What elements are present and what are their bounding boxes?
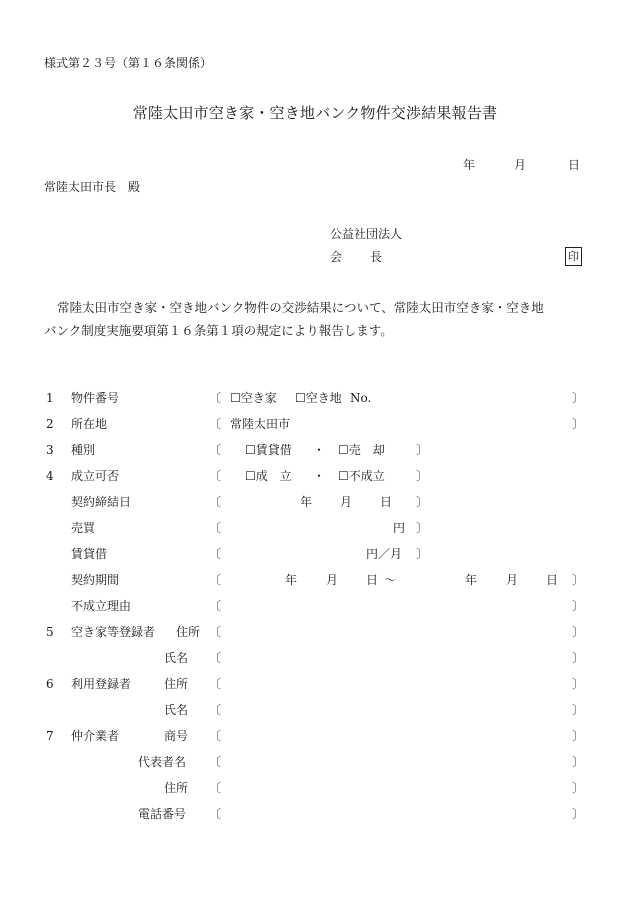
- bracket-open: 〔: [209, 781, 222, 795]
- bracket-close: 〕: [416, 547, 429, 561]
- item-number: 1: [46, 391, 54, 405]
- contract-period-label: 契約期間: [71, 573, 120, 587]
- addressee: 常陸太田市長 殿: [44, 180, 141, 194]
- start-day-label: 日: [366, 573, 379, 587]
- row-status: [0, 467, 630, 485]
- sale-checkbox[interactable]: ☐売 却: [338, 443, 385, 457]
- end-year-label: 年: [465, 573, 478, 587]
- month-label: 月: [340, 495, 353, 509]
- bracket-open: 〔: [209, 495, 222, 509]
- tilde: ～: [384, 573, 397, 587]
- row-broker-representative: [0, 753, 630, 771]
- bracket-close: 〕: [572, 781, 585, 795]
- bracket-close: 〕: [572, 625, 585, 639]
- item-number: 6: [46, 677, 54, 691]
- item-number: 4: [46, 469, 54, 483]
- representative-label: 代表者名: [138, 755, 187, 769]
- bracket-close: 〕: [416, 443, 429, 457]
- name-label: 氏名: [164, 703, 189, 717]
- bracket-close: 〕: [572, 651, 585, 665]
- bracket-open: 〔: [209, 729, 222, 743]
- type-label: 種別: [71, 443, 96, 457]
- row-contract-period: [0, 571, 630, 589]
- bracket-open: 〔: [209, 755, 222, 769]
- bracket-open: 〔: [209, 703, 222, 717]
- day-label: 日: [380, 495, 393, 509]
- row-property-number: [0, 389, 630, 407]
- page-title: 常陸太田市空き家・空き地バンク物件交渉結果報告書: [132, 104, 498, 122]
- location-label: 所在地: [71, 417, 108, 431]
- address-label: 住所: [164, 677, 189, 691]
- status-label: 成立可否: [71, 469, 120, 483]
- yen-unit: 円: [393, 521, 406, 535]
- bracket-open: 〔: [209, 443, 222, 457]
- chair-label-2: 長: [370, 250, 383, 264]
- item-number: 7: [46, 729, 54, 743]
- date-month: 月: [514, 158, 527, 172]
- row-user-name: [0, 701, 630, 719]
- user-label: 利用登録者: [71, 677, 132, 691]
- row-rent-price: [0, 545, 630, 563]
- row-broker-address: [0, 779, 630, 797]
- row-registrant-address: [0, 623, 630, 641]
- bracket-open: 〔: [209, 391, 222, 405]
- item-number: 3: [46, 443, 54, 457]
- end-month-label: 月: [506, 573, 519, 587]
- success-checkbox[interactable]: ☐成 立: [245, 469, 292, 483]
- trade-name-label: 商号: [164, 729, 189, 743]
- bracket-open: 〔: [209, 469, 222, 483]
- row-user-address: [0, 675, 630, 693]
- akichi-checkbox[interactable]: ☐空き地: [295, 391, 342, 405]
- row-broker-phone: [0, 805, 630, 823]
- separator-dot: ・: [313, 443, 326, 457]
- bracket-close: 〕: [572, 573, 585, 587]
- organization-type: 公益社団法人: [330, 227, 403, 241]
- bracket-close: 〕: [572, 755, 585, 769]
- statement-line-1: 常陸太田市空き家・空き地バンク物件の交渉結果について、常陸太田市空き家・空き地: [57, 300, 544, 315]
- seal-stamp-box: 印: [565, 247, 582, 266]
- property-number-label: 物件番号: [71, 391, 120, 405]
- yen-per-month-unit: 円／月: [366, 547, 403, 561]
- row-type: [0, 441, 630, 459]
- bracket-close: 〕: [572, 677, 585, 691]
- statement-line-2: バンク制度実施要項第１６条第１項の規定により報告します。: [44, 323, 393, 338]
- rent-label: 賃貸借: [71, 547, 108, 561]
- bracket-open: 〔: [209, 521, 222, 535]
- bracket-close: 〕: [572, 417, 585, 431]
- contract-date-label: 契約締結日: [71, 495, 132, 509]
- location-value: 常陸太田市: [230, 417, 291, 431]
- bracket-close: 〕: [572, 807, 585, 821]
- form-id: 様式第２３号（第１６条関係）: [44, 56, 213, 70]
- date-year: 年: [463, 158, 476, 172]
- bracket-close: 〕: [572, 703, 585, 717]
- bracket-open: 〔: [209, 417, 222, 431]
- bracket-open: 〔: [209, 625, 222, 639]
- report-statement: [44, 296, 544, 342]
- rent-checkbox[interactable]: ☐賃貸借: [245, 443, 292, 457]
- chair-label-1: 会: [330, 250, 343, 264]
- bracket-open: 〔: [209, 677, 222, 691]
- bracket-open: 〔: [209, 807, 222, 821]
- sale-label: 売買: [71, 521, 96, 535]
- start-month-label: 月: [326, 573, 339, 587]
- bracket-close: 〕: [416, 521, 429, 535]
- fail-checkbox[interactable]: ☐不成立: [338, 469, 385, 483]
- row-location: [0, 415, 630, 433]
- row-sale-price: [0, 519, 630, 537]
- bracket-open: 〔: [209, 573, 222, 587]
- item-number: 2: [46, 417, 54, 431]
- item-number: 5: [46, 625, 54, 639]
- phone-label: 電話番号: [138, 807, 187, 821]
- property-number-no-label: No.: [350, 391, 372, 405]
- akiya-checkbox[interactable]: ☐空き家: [230, 391, 277, 405]
- bracket-close: 〕: [416, 495, 429, 509]
- broker-label: 仲介業者: [71, 729, 120, 743]
- bracket-close: 〕: [572, 729, 585, 743]
- bracket-open: 〔: [209, 599, 222, 613]
- row-registrant-name: [0, 649, 630, 667]
- address-label: 住所: [176, 625, 201, 639]
- year-label: 年: [300, 495, 313, 509]
- fail-reason-label: 不成立理由: [71, 599, 132, 613]
- bracket-close: 〕: [416, 469, 429, 483]
- row-broker-trade-name: [0, 727, 630, 745]
- date-day: 日: [568, 158, 581, 172]
- bracket-open: 〔: [209, 651, 222, 665]
- registrant-label: 空き家等登録者: [71, 625, 156, 639]
- bracket-open: 〔: [209, 547, 222, 561]
- end-day-label: 日: [546, 573, 559, 587]
- row-fail-reason: [0, 597, 630, 615]
- row-contract-date: [0, 493, 630, 511]
- address-label: 住所: [164, 781, 189, 795]
- name-label: 氏名: [164, 651, 189, 665]
- start-year-label: 年: [285, 573, 298, 587]
- separator-dot: ・: [313, 469, 326, 483]
- bracket-close: 〕: [572, 391, 585, 405]
- bracket-close: 〕: [572, 599, 585, 613]
